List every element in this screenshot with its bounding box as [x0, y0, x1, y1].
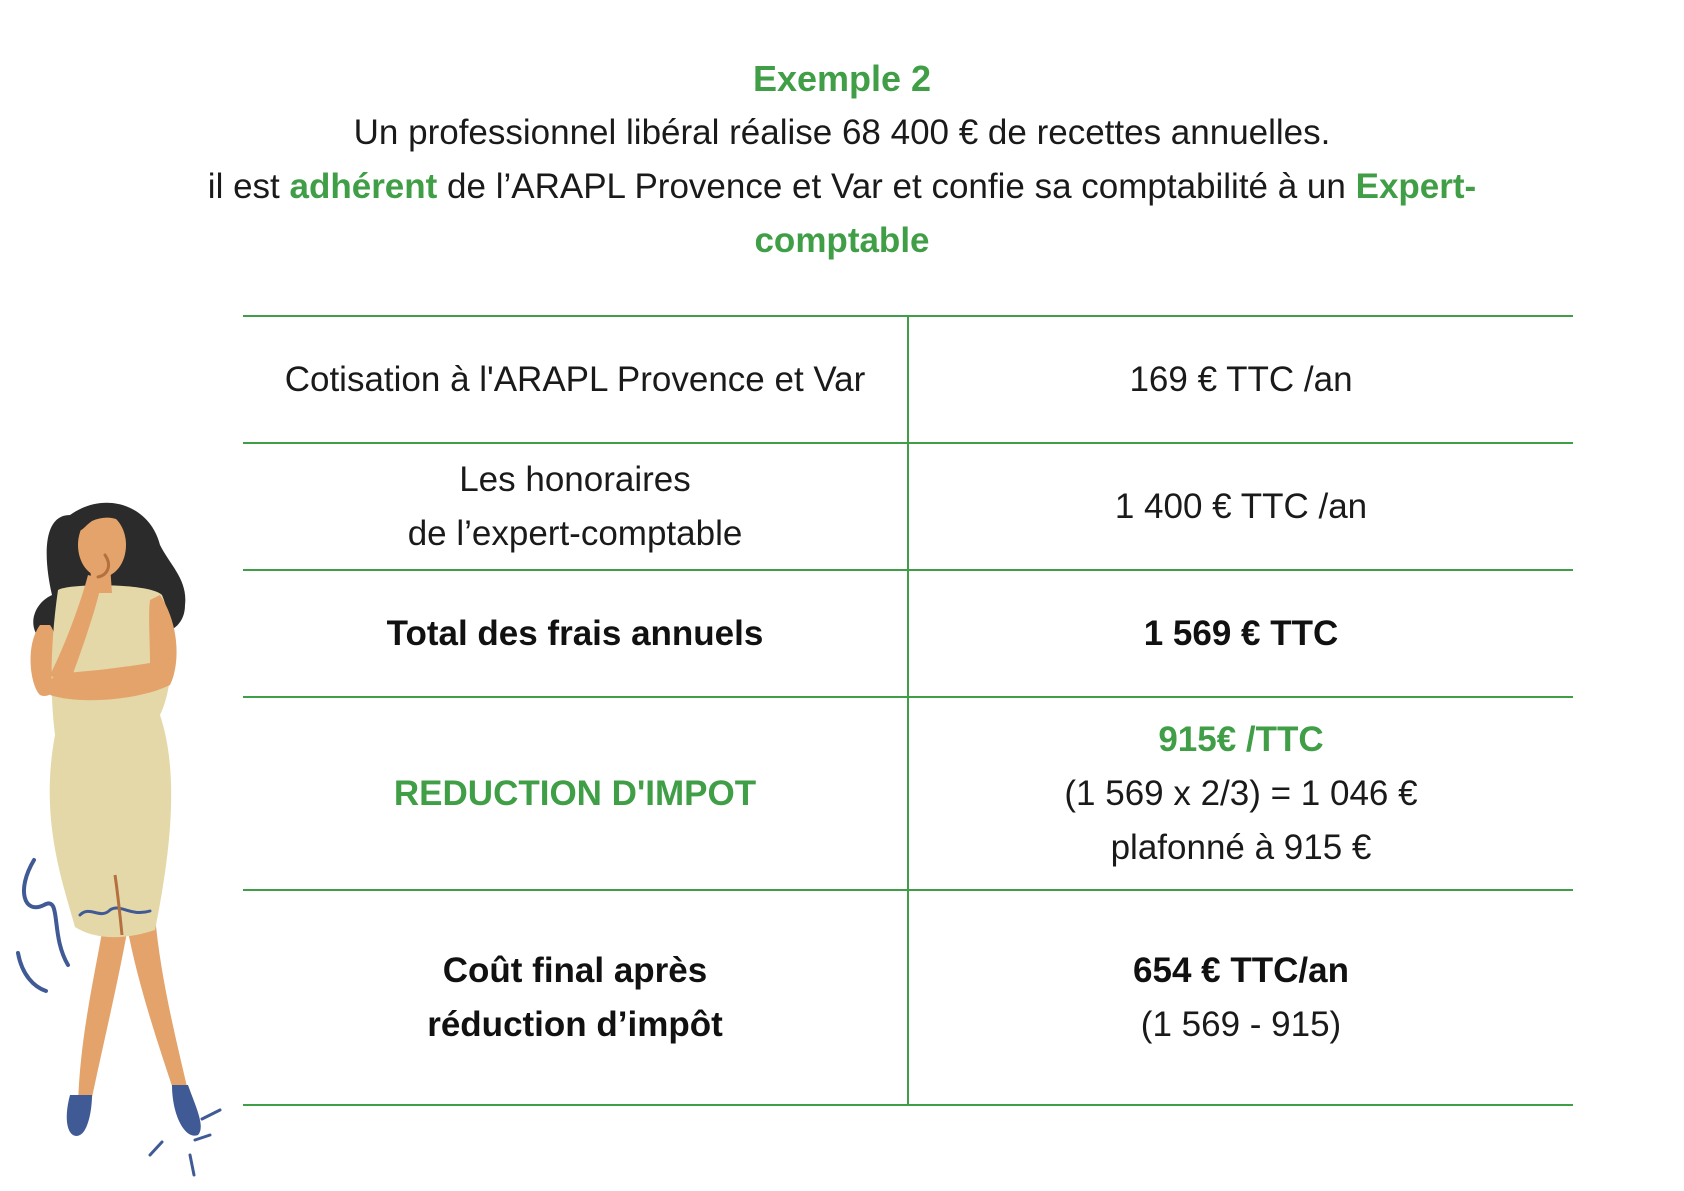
row-value — [908, 697, 1573, 890]
row-label — [243, 697, 908, 890]
row-value-sub: plafonné à 915 € — [1110, 827, 1372, 867]
row-value-sub: (1 569 - 915) — [1140, 1004, 1342, 1044]
row-value — [908, 890, 1573, 1105]
row-value-main: 915€ /TTC — [1158, 719, 1324, 759]
intro-line-2-part-2: de l’ARAPL Provence et Var et confie sa comptabilité à un — [437, 167, 1356, 206]
intro — [0, 52, 1684, 268]
example-title: Exemple 2 — [752, 58, 932, 99]
row-value-main: 1 400 € TTC /an — [1114, 486, 1368, 526]
row-value-sub: (1 569 x 2/3) = 1 046 € — [1064, 773, 1418, 813]
row-label-line: Cotisation à l'ARAPL Provence et Var — [284, 359, 866, 399]
row-label — [243, 316, 908, 443]
table-row — [243, 890, 1573, 1105]
row-label-line: REDUCTION D'IMPOT — [393, 773, 757, 813]
row-label — [243, 890, 908, 1105]
intro-line-1: Un professionnel libéral réalise 68 400 € de recettes annuelles. — [353, 113, 1331, 152]
row-value-main: 1 569 € TTC — [1143, 613, 1339, 653]
row-value — [908, 316, 1573, 443]
woman-thinking-icon — [10, 495, 230, 1185]
row-label — [243, 443, 908, 570]
row-value — [908, 570, 1573, 697]
row-label-line: Coût final après — [442, 950, 708, 990]
row-label — [243, 570, 908, 697]
row-value-main: 654 € TTC/an — [1133, 950, 1349, 990]
row-label-line: Total des frais annuels — [386, 613, 764, 653]
table-row — [243, 316, 1573, 443]
intro-highlight-adherent: adhérent — [289, 167, 438, 206]
intro-highlight-expert: Expert-comptable — [754, 167, 1477, 260]
costs-table — [243, 315, 1573, 1106]
row-label-line: de l’expert-comptable — [407, 513, 743, 553]
row-label-line: réduction d’impôt — [427, 1004, 723, 1044]
row-value-main: 169 € TTC /an — [1129, 359, 1353, 399]
table-row — [243, 570, 1573, 697]
table-row — [243, 697, 1573, 890]
table-row — [243, 443, 1573, 570]
intro-line-2 — [152, 160, 1532, 268]
intro-line-2-part-1: il est — [207, 167, 290, 206]
row-value — [908, 443, 1573, 570]
row-label-line: Les honoraires — [459, 459, 691, 499]
